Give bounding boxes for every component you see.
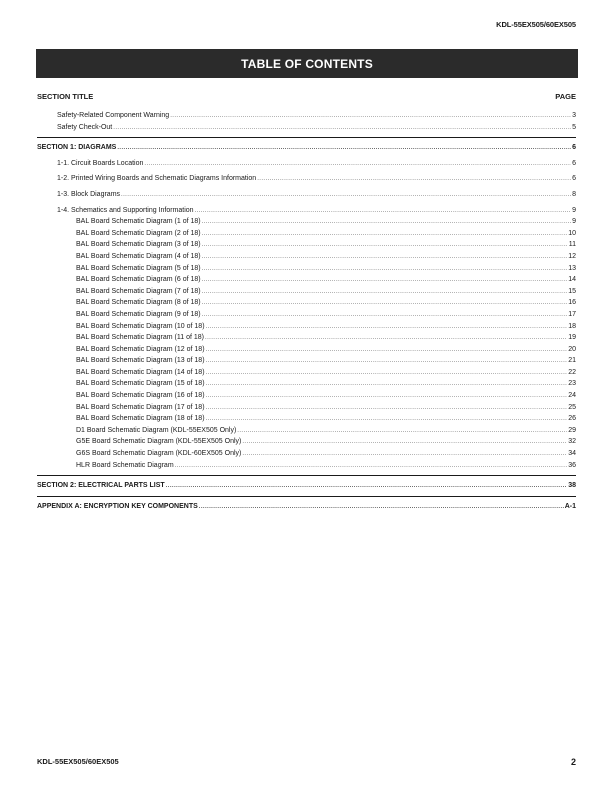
toc-subentry[interactable]	[37, 263, 576, 275]
toc-entry-title: BAL Board Schematic Diagram (13 of 18)	[76, 357, 205, 365]
dot-leader	[117, 143, 571, 155]
toc-entry-page: 9	[572, 218, 576, 226]
dot-leader	[121, 190, 571, 202]
toc-subentry[interactable]	[37, 390, 576, 402]
dot-leader	[206, 391, 568, 403]
toc-subentry[interactable]	[37, 332, 576, 344]
toc-subentry[interactable]	[37, 378, 576, 390]
toc-entry-title: 1-2. Printed Wiring Boards and Schematic Diagrams Information	[57, 175, 257, 183]
toc-entry-title: D1 Board Schematic Diagram (KDL-55EX505 Only)	[76, 426, 237, 434]
toc-entry-title: BAL Board Schematic Diagram (3 of 18)	[76, 241, 201, 249]
column-header-section-title: SECTION TITLE	[37, 92, 94, 101]
toc-entry-title: BAL Board Schematic Diagram (16 of 18)	[76, 392, 205, 400]
dot-leader	[113, 123, 571, 135]
footer-model-number: KDL-55EX505/60EX505	[37, 757, 119, 766]
toc-subentry[interactable]	[37, 228, 576, 240]
dot-leader	[206, 368, 568, 380]
toc-entry-title: 1-1. Circuit Boards Location	[57, 159, 144, 167]
toc-entry-title: BAL Board Schematic Diagram (17 of 18)	[76, 403, 205, 411]
toc-entry-title: BAL Board Schematic Diagram (9 of 18)	[76, 310, 201, 318]
toc-entry-title: Safety Check-Out	[57, 123, 113, 131]
toc-entry-page: 18	[568, 322, 576, 330]
toc-entry-page: 5	[572, 123, 576, 131]
toc-section-2	[37, 480, 576, 492]
toc-intro-group	[37, 110, 576, 133]
toc-entry-page: 3	[572, 112, 576, 119]
toc-entry-page: 29	[568, 426, 576, 434]
toc-subentry[interactable]	[37, 413, 576, 425]
toc-banner	[36, 49, 578, 78]
toc-entry-title: BAL Board Schematic Diagram (14 of 18)	[76, 368, 205, 376]
toc-section-heading[interactable]	[37, 142, 576, 154]
dot-leader	[257, 174, 571, 186]
toc-entry-page: 36	[568, 461, 576, 469]
toc-entry-page: 11	[568, 241, 576, 249]
toc-entry-title: G6S Board Schematic Diagram (KDL-60EX505 Only)	[76, 450, 242, 458]
toc-entry-page: 19	[568, 334, 576, 342]
toc-entry-page: 17	[568, 310, 576, 318]
toc-entry-title: BAL Board Schematic Diagram (18 of 18)	[76, 415, 205, 423]
dot-leader	[202, 229, 568, 241]
dot-leader	[206, 345, 568, 357]
toc-entry-title: BAL Board Schematic Diagram (2 of 18)	[76, 229, 201, 237]
toc-section-heading[interactable]	[37, 501, 576, 513]
toc-subentry[interactable]	[37, 239, 576, 251]
column-headers	[37, 92, 576, 101]
toc-subentry[interactable]	[37, 355, 576, 367]
section-divider	[37, 137, 576, 138]
toc-subentry[interactable]	[37, 274, 576, 286]
toc-section-1-heading	[37, 142, 576, 154]
dot-leader	[202, 217, 571, 229]
toc-entry-page: 9	[572, 206, 576, 214]
toc-subentry[interactable]	[37, 402, 576, 414]
toc-title: TABLE OF CONTENTS	[241, 56, 373, 71]
toc-entry-page: 8	[572, 190, 576, 198]
toc-entry-title: 1-4. Schematics and Supporting Information	[57, 206, 194, 214]
dot-leader	[206, 403, 568, 415]
toc-subentry[interactable]	[37, 321, 576, 333]
toc-entry-title: BAL Board Schematic Diagram (7 of 18)	[76, 287, 201, 295]
toc-entry-title: Safety-Related Component Warning	[57, 112, 170, 119]
toc-entry-page: 13	[568, 264, 576, 272]
dot-leader	[170, 111, 571, 123]
dot-leader	[202, 287, 568, 299]
toc-entry-page: 22	[568, 368, 576, 376]
toc-subentry[interactable]	[37, 251, 576, 263]
toc-subentry[interactable]	[37, 448, 576, 460]
toc-entry-page: 26	[568, 415, 576, 423]
dot-leader	[175, 461, 568, 473]
toc-entry-page: 34	[568, 450, 576, 458]
footer-page-number: 2	[570, 757, 576, 767]
dot-leader	[144, 159, 571, 171]
toc-section-1-items	[37, 158, 576, 471]
dot-leader	[206, 356, 568, 368]
toc-appendix	[37, 501, 576, 513]
toc-entry-page: 6	[572, 144, 576, 152]
dot-leader	[202, 240, 568, 252]
toc-entry-page: 6	[572, 175, 576, 183]
toc-entry-title: BAL Board Schematic Diagram (8 of 18)	[76, 299, 201, 307]
toc-entry[interactable]	[37, 158, 576, 170]
toc-entry-title: BAL Board Schematic Diagram (1 of 18)	[76, 218, 201, 226]
toc-entry-title: BAL Board Schematic Diagram (5 of 18)	[76, 264, 201, 272]
dot-leader	[205, 333, 567, 345]
toc-subentry[interactable]	[37, 286, 576, 298]
toc-entry-page: 15	[568, 287, 576, 295]
toc-entry-title: BAL Board Schematic Diagram (6 of 18)	[76, 276, 201, 284]
toc-entry-title: APPENDIX A: ENCRYPTION KEY COMPONENTS	[37, 502, 198, 510]
toc-entry-page: 12	[568, 252, 576, 260]
toc-subentry[interactable]	[37, 216, 576, 228]
dot-leader	[237, 426, 567, 438]
column-header-page: PAGE	[555, 92, 576, 101]
toc-entry-page: 16	[568, 299, 576, 307]
toc-subentry[interactable]	[37, 367, 576, 379]
toc-entry-title: SECTION 1: DIAGRAMS	[37, 144, 117, 152]
toc-entry-page: 14	[568, 276, 576, 284]
toc-entry[interactable]	[37, 110, 576, 122]
header-model-number: KDL-55EX505/60EX505	[496, 20, 576, 29]
toc-subentry[interactable]	[37, 436, 576, 448]
toc-entry-title: BAL Board Schematic Diagram (4 of 18)	[76, 252, 201, 260]
dot-leader	[202, 298, 568, 310]
dot-leader	[202, 264, 568, 276]
toc-entry-page: 24	[568, 392, 576, 400]
toc-entry-title: G5E Board Schematic Diagram (KDL-55EX505 Only)	[76, 438, 242, 446]
toc-entry-page: 32	[568, 438, 576, 446]
dot-leader	[206, 414, 568, 426]
toc-entry-page: 20	[568, 345, 576, 353]
toc-entry-title: BAL Board Schematic Diagram (10 of 18)	[76, 322, 205, 330]
toc-entry[interactable]	[37, 189, 576, 201]
toc-entry-title: BAL Board Schematic Diagram (12 of 18)	[76, 345, 205, 353]
toc-entry-page: 21	[568, 357, 576, 365]
toc-subentry[interactable]	[37, 297, 576, 309]
toc-entry[interactable]	[37, 173, 576, 185]
toc-list	[37, 110, 576, 512]
toc-entry-page: 6	[572, 159, 576, 167]
dot-leader	[206, 322, 568, 334]
dot-leader	[202, 275, 568, 287]
toc-subentry[interactable]	[37, 425, 576, 437]
dot-leader	[166, 481, 568, 493]
toc-section-heading[interactable]	[37, 480, 576, 492]
toc-entry-title: 1-3. Block Diagrams	[57, 190, 121, 198]
dot-leader	[242, 449, 567, 461]
toc-subentry[interactable]	[37, 460, 576, 472]
dot-leader	[242, 437, 567, 449]
dot-leader	[199, 502, 564, 514]
toc-subentry[interactable]	[37, 344, 576, 356]
toc-entry-page: 38	[568, 482, 576, 490]
toc-entry-title: HLR Board Schematic Diagram	[76, 461, 174, 469]
toc-entry-title: BAL Board Schematic Diagram (15 of 18)	[76, 380, 205, 388]
dot-leader	[202, 310, 568, 322]
toc-entry-page: 10	[568, 229, 576, 237]
dot-leader	[202, 252, 568, 264]
section-divider	[37, 496, 576, 497]
toc-subentry[interactable]	[37, 309, 576, 321]
toc-entry[interactable]	[37, 122, 576, 134]
toc-entry-title: SECTION 2: ELECTRICAL PARTS LIST	[37, 482, 165, 490]
toc-entry-title: BAL Board Schematic Diagram (11 of 18)	[76, 334, 205, 342]
toc-entry[interactable]	[37, 205, 576, 217]
toc-entry-page: 25	[568, 403, 576, 411]
dot-leader	[195, 206, 572, 218]
dot-leader	[206, 379, 568, 391]
toc-entry-page: 23	[568, 380, 576, 388]
section-divider	[37, 475, 576, 476]
toc-entry-page: A-1	[564, 502, 576, 510]
